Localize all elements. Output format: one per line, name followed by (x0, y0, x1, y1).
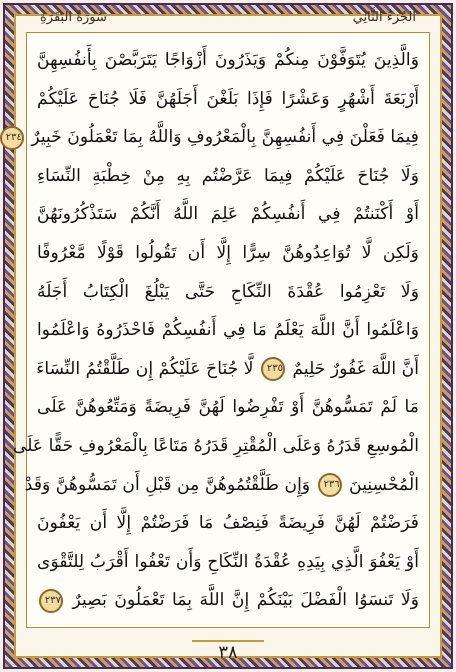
verse-text: وَلَا تَعْزِمُوا عُقْدَةَ النِّكَاحِ حَتَّى يَبْلُغَ الْكِتَابُ أَجَلَهُ (37, 281, 419, 302)
verse-text: أَوْ أَكْنَنتُمْ فِي أَنفُسِكُمْ عَلِمَ اللَّهُ أَنَّكُمْ سَتَذْكُرُونَهُنَّ (37, 204, 419, 225)
verse-text: الْمُوسِعِ قَدَرُهُ وَعَلَى الْمُقْتِرِ قَدَرُهُ مَتَاعًا بِالْمَعْرُوفِ حَقًّا عَلَى (12, 435, 419, 456)
verse-text: أَوْ يَعْفُوَ الَّذِي بِيَدِهِ عُقْدَةُ النِّكَاحِ وَأَن تَعْفُوا أَقْرَبُ لِلتَّقْوَى (37, 551, 419, 572)
verse-line (37, 157, 419, 196)
verse-line (12, 427, 419, 466)
verse-text: فِيمَا فَعَلْنَ فِي أَنفُسِهِنَّ بِالْمَعْرُوفِ وَاللَّهُ بِمَا تَعْمَلُونَ خَبِيرٌ (31, 127, 419, 148)
verse-line (37, 350, 419, 389)
verse-text: وَلَا جُنَاحَ عَلَيْكُمْ فِيمَا عَرَّضْتُم بِهِ مِنْ خِطْبَةِ النِّسَاءِ (37, 165, 419, 186)
ayah-number-marker: ٢٣٦ (318, 473, 342, 497)
ayah-number-marker: ٢٣٧ (39, 589, 63, 613)
verse-line (37, 273, 419, 312)
verse-text: وَاعْلَمُوا أَنَّ اللَّهَ يَعْلَمُ مَا فِي أَنفُسِكُمْ فَاحْذَرُوهُ وَاعْلَمُوا (37, 320, 419, 341)
verse-line (37, 311, 419, 350)
verse-text: مَا لَمْ تَمَسُّوهُنَّ أَوْ تَفْرِضُوا لَهُنَّ فَرِيضَةً وَمَتِّعُوهُنَّ عَلَى (37, 397, 419, 418)
verse-line (24, 466, 419, 505)
verse-line (37, 504, 419, 543)
verse-text: الْمُحْسِنِينَ (349, 474, 419, 495)
page-header (20, 6, 436, 28)
page-number (0, 640, 456, 663)
verse-line (5, 118, 419, 157)
verse-text: وَالَّذِينَ يُتَوَفَّوْنَ مِنكُمْ وَيَذَرُونَ أَزْوَاجًا يَتَرَبَّصْنَ بِأَنفُسِهِنَّ (37, 50, 419, 70)
juz-title: الجُزءُ الثَّانِي (352, 9, 416, 25)
page-number-label: ٣٨ (192, 640, 263, 663)
verse-text: فَرَضْتُمْ لَهُنَّ فَرِيضَةً فَنِصْفُ مَا فَرَضْتُمْ إِلَّا أَن يَعْفُونَ (37, 513, 419, 534)
verse-text: أَنَّ اللَّهَ غَفُورٌ حَلِيمٌ (292, 358, 419, 379)
verse-line (37, 388, 419, 427)
verse-text: أَرْبَعَةَ أَشْهُرٍ وَعَشْرًا فَإِذَا بَلَغْنَ أَجَلَهُنَّ فَلَا جُنَاحَ عَلَيْكُمْ (37, 88, 419, 109)
verse-line (37, 581, 419, 620)
ayah-number-marker: ٢٣٤ (0, 126, 24, 150)
verse-line (37, 80, 419, 119)
verse-text: وَلَكِن لَّا تُوَاعِدُوهُنَّ سِرًّا إِلَّا أَن تَقُولُوا قَوْلًا مَّعْرُوفًا (37, 242, 419, 263)
verse-line (37, 41, 419, 80)
verse-line (37, 195, 419, 234)
verse-text: وَإِن طَلَّقْتُمُوهُنَّ مِن قَبْلِ أَن تَمَسُّوهُنَّ وَقَدْ (24, 474, 311, 495)
verse-text: وَلَا تَنسَوُا الْفَضْلَ بَيْنَكُمْ إِنَّ اللَّهَ بِمَا تَعْمَلُونَ بَصِيرٌ (72, 590, 419, 611)
ayah-number-marker: ٢٣٥ (261, 357, 285, 381)
verse-text-area (5, 32, 430, 628)
verse-line (37, 234, 419, 273)
verse-text: لَّا جُنَاحَ عَلَيْكُمْ إِن طَلَّقْتُمُ النِّسَاءَ (36, 358, 254, 379)
surah-title: سُورَةُ البَقَرَةِ (40, 9, 107, 25)
verse-line (37, 543, 419, 582)
